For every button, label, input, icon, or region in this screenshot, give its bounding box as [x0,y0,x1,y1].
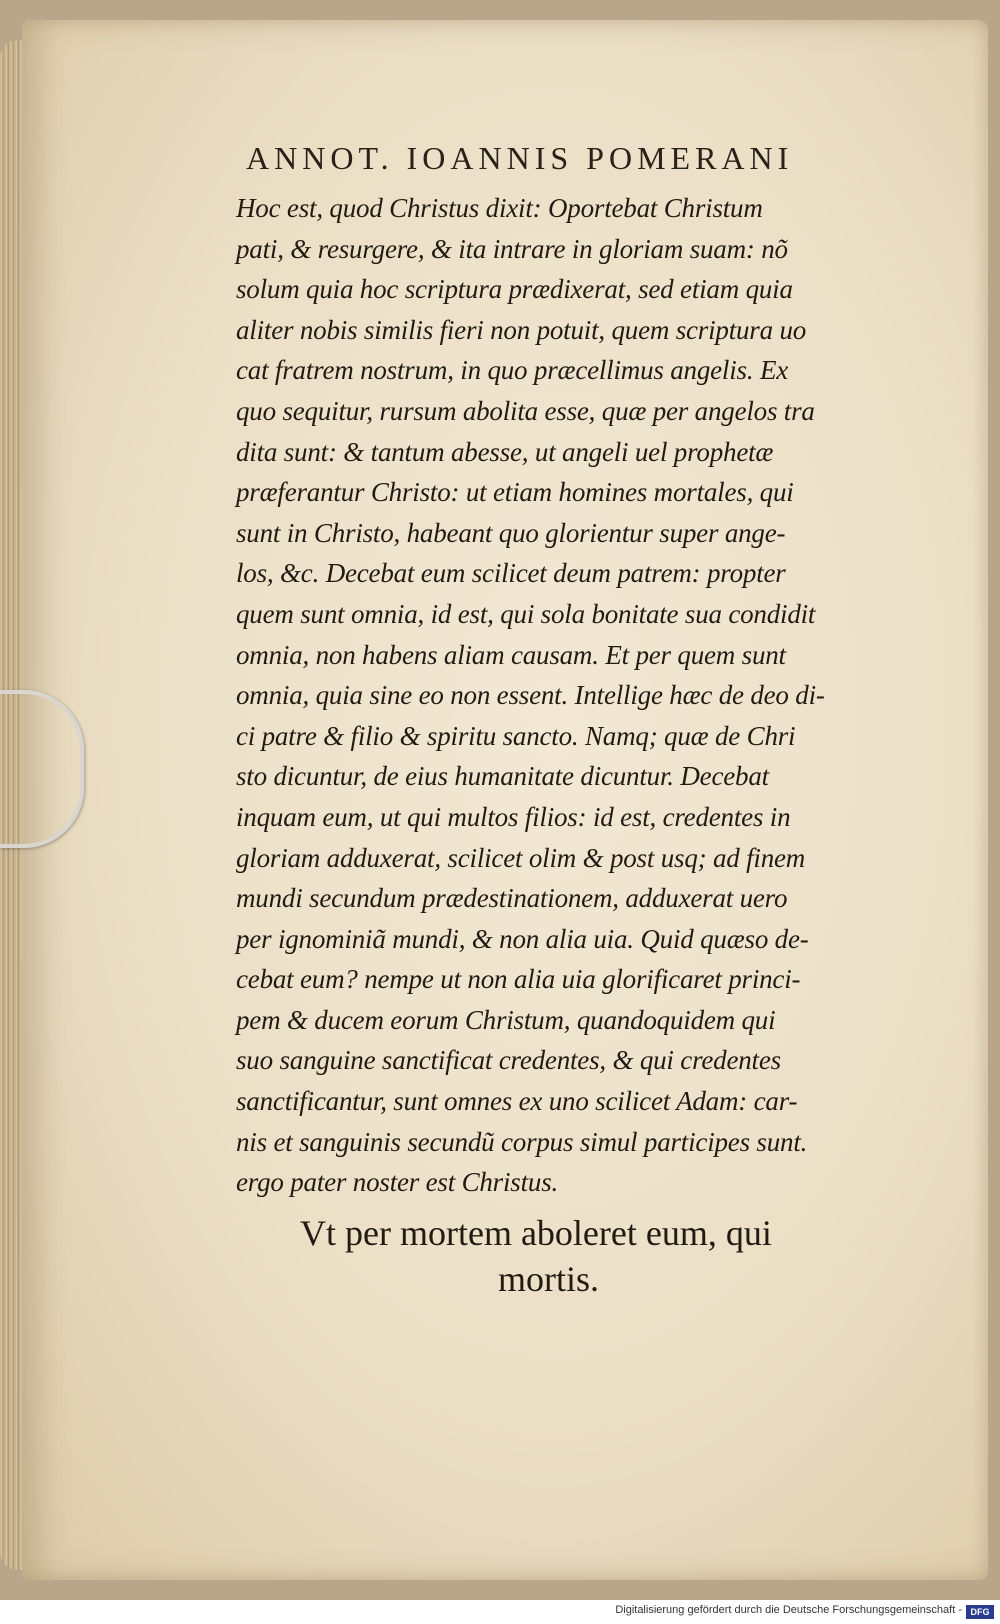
body-line: inquam eum, ut qui multos filios: id est, credentes in [236,801,791,832]
lemma-line: Vt per mortem aboleret eum, qui [300,1213,772,1253]
running-head: ANNOT. IOANNIS POMERANI [246,140,794,176]
body-line: mundi secundum prædestinationem, adduxerat uero [236,883,788,914]
body-line: quem sunt omnia, id est, qui sola bonitate sua condidit [236,598,816,629]
lemma-text [300,1210,920,1302]
body-line: pem & ducem eorum Christum, quandoquidem qui [236,1004,776,1035]
body-line: per ignominiã mundi, & non alia uia. Quid quæso de- [236,923,809,954]
body-line: sanctificantur, sunt omnes ex uno scilicet Adam: car- [236,1086,798,1117]
body-line: gloriam adduxerat, scilicet olim & post usq; ad finem [236,842,806,873]
body-line: omnia, quia sine eo non essent. Intellige hæc de deo di- [236,680,825,711]
lemma-line: mortis. [498,1259,600,1299]
footer-bar [0,1600,1000,1624]
body-line: ergo pater noster est Christus. [236,1167,559,1198]
body-line: suo sanguine sanctificat credentes, & qui credentes [236,1045,781,1076]
body-line: dita sunt: & tantum abesse, ut angeli uel prophetæ [236,436,774,467]
body-line: sto dicuntur, de eius humanitate dicuntur. Decebat [236,761,769,792]
body-line: nis et sanguinis secundũ corpus simul participes sunt. [236,1126,808,1157]
body-line: ci patre & filio & spiritu sancto. Namq; quæ de Chri [236,720,796,751]
funding-credit: Digitalisierung gefördert durch die Deutsche Forschungsgemeinschaft - [615,1604,962,1616]
page-clip [0,690,84,848]
body-line: quo sequitur, rursum abolita esse, quæ per angelos tra [236,395,815,426]
body-line: cat fratrem nostrum, in quo præcellimus angelis. Ex [236,355,789,386]
dfg-logo: DFG [966,1605,994,1619]
body-line: solum quia hoc scriptura prædixerat, sed etiam quia [236,274,793,305]
body-line: cebat eum? nempe ut non alia uia glorificaret princi- [236,964,801,995]
body-line: pati, & resurgere, & ita intrare in gloriam suam: nõ [236,233,788,264]
body-text [236,188,906,1203]
body-line: Hoc est, quod Christus dixit: Oportebat Christum [236,193,763,223]
body-line: sunt in Christo, habeant quo glorientur super ange- [236,517,786,548]
body-line: præferantur Christo: ut etiam homines mortales, qui [236,477,794,508]
body-line: aliter nobis similis fieri non potuit, quem scriptura uo [236,314,807,345]
body-line: omnia, non habens aliam causam. Et per quem sunt [236,639,786,670]
body-line: los, &c. Decebat eum scilicet deum patrem: propter [236,558,786,589]
